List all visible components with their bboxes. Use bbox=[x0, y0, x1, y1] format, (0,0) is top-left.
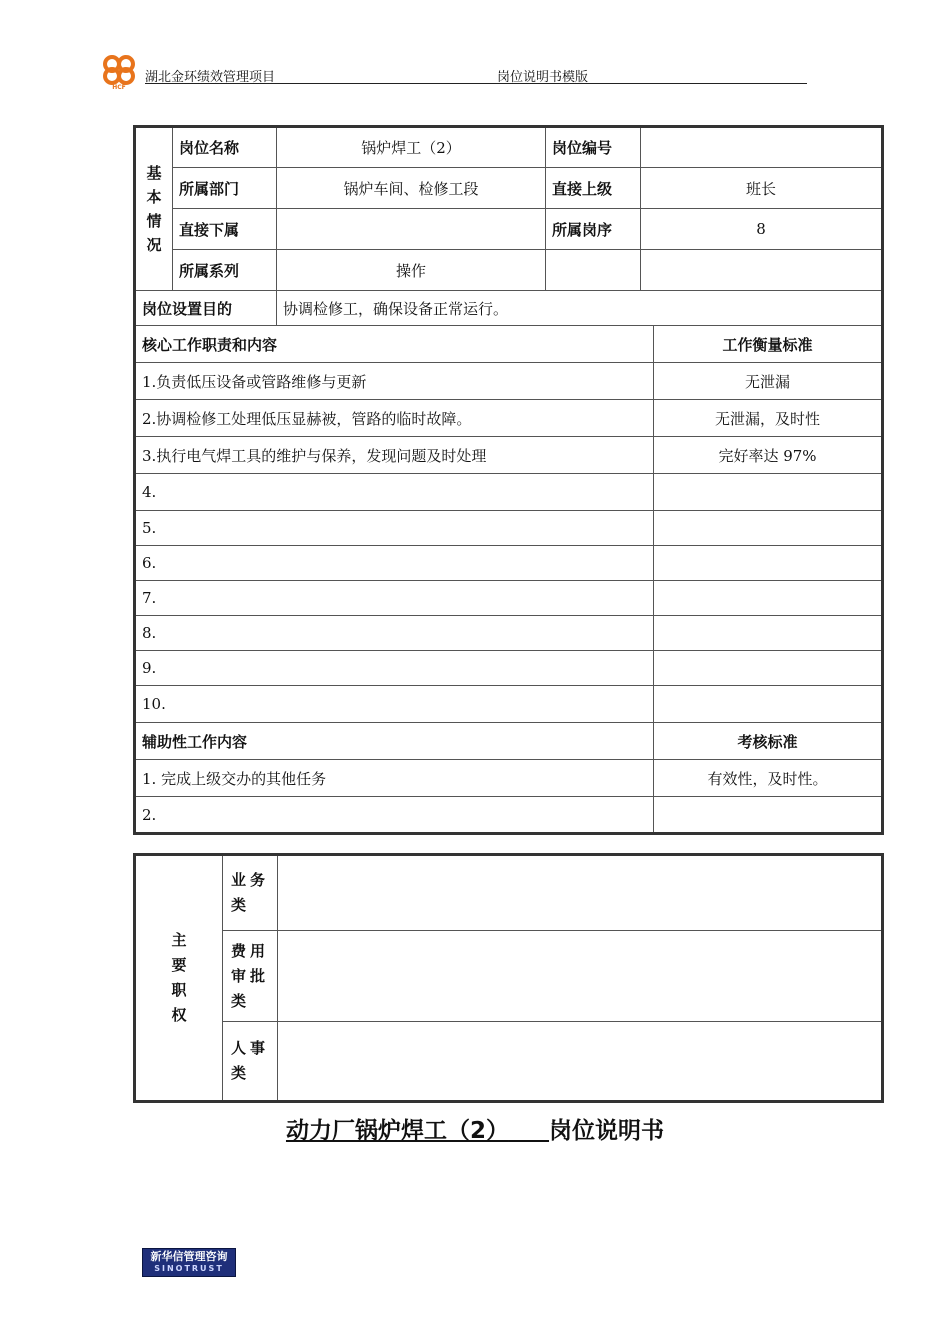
core-standard bbox=[654, 686, 883, 723]
job-description-table bbox=[133, 125, 884, 835]
purpose-row bbox=[135, 291, 883, 326]
core-standard: 完好率达 97% bbox=[654, 437, 883, 474]
core-duty: 2.协调检修工处理低压显赫被，管路的临时故障。 bbox=[135, 400, 654, 437]
core-duty: 3.执行电气焊工具的维护与保养，发现问题及时处理 bbox=[135, 437, 654, 474]
core-standard bbox=[654, 581, 883, 616]
aux-header: 辅助性工作内容 bbox=[135, 723, 654, 760]
core-duty: 9. bbox=[135, 651, 654, 686]
basic-row-3 bbox=[135, 209, 883, 250]
sequence-value: 8 bbox=[641, 209, 883, 250]
title-gap bbox=[509, 1118, 549, 1144]
basic-row-2 bbox=[135, 168, 883, 209]
core-standard bbox=[654, 511, 883, 546]
sequence-label: 所属岗序 bbox=[546, 209, 641, 250]
core-header: 核心工作职责和内容 bbox=[135, 326, 654, 363]
core-duty: 7. bbox=[135, 581, 654, 616]
sinotrust-logo bbox=[142, 1248, 236, 1277]
subordinate-value bbox=[277, 209, 546, 250]
rights-row-expense bbox=[135, 931, 883, 1022]
position-name-value: 锅炉焊工（2） bbox=[277, 127, 546, 168]
basic-section-label: 基 本 情 况 bbox=[135, 127, 173, 291]
brand-cn: 新华信管理咨询 bbox=[150, 1250, 228, 1263]
business-rights-value bbox=[278, 855, 883, 931]
table-row bbox=[135, 400, 883, 437]
position-code-value bbox=[641, 127, 883, 168]
purpose-label: 岗位设置目的 bbox=[135, 291, 277, 326]
table-row bbox=[135, 437, 883, 474]
core-standard bbox=[654, 651, 883, 686]
aux-duty: 2. bbox=[135, 797, 654, 834]
brand-en: SINOTRUST bbox=[154, 1264, 224, 1273]
core-standard-header: 工作衡量标准 bbox=[654, 326, 883, 363]
expense-rights-label: 费用审批类 bbox=[223, 931, 278, 1022]
core-duty: 8. bbox=[135, 616, 654, 651]
doc-type: 岗位说明书模版 bbox=[497, 70, 589, 85]
document-title bbox=[0, 1112, 950, 1145]
subordinate-label: 直接下属 bbox=[173, 209, 277, 250]
core-duty: 5. bbox=[135, 511, 654, 546]
superior-value: 班长 bbox=[641, 168, 883, 209]
rights-row-business bbox=[135, 855, 883, 931]
aux-standard-header: 考核标准 bbox=[654, 723, 883, 760]
table-row bbox=[135, 546, 883, 581]
series-label: 所属系列 bbox=[173, 250, 277, 291]
aux-standard: 有效性，及时性。 bbox=[654, 760, 883, 797]
table-row bbox=[135, 651, 883, 686]
series-value: 操作 bbox=[277, 250, 546, 291]
table-row bbox=[135, 797, 883, 834]
core-duty: 10. bbox=[135, 686, 654, 723]
table-row bbox=[135, 581, 883, 616]
core-standard bbox=[654, 546, 883, 581]
hcf-logo-icon bbox=[100, 52, 138, 90]
business-rights-label: 业务类 bbox=[223, 855, 278, 931]
core-duty: 6. bbox=[135, 546, 654, 581]
department-value: 锅炉车间、检修工段 bbox=[277, 168, 546, 209]
aux-standard bbox=[654, 797, 883, 834]
table-row bbox=[135, 760, 883, 797]
table-row bbox=[135, 616, 883, 651]
header-rule bbox=[145, 83, 807, 84]
position-name-label: 岗位名称 bbox=[173, 127, 277, 168]
table-row bbox=[135, 511, 883, 546]
empty-cell bbox=[546, 250, 641, 291]
core-header-row bbox=[135, 326, 883, 363]
personnel-rights-value bbox=[278, 1022, 883, 1102]
table-row bbox=[135, 474, 883, 511]
personnel-rights-label: 人事类 bbox=[223, 1022, 278, 1102]
core-standard bbox=[654, 616, 883, 651]
rights-table bbox=[133, 853, 884, 1103]
basic-row-4 bbox=[135, 250, 883, 291]
position-code-label: 岗位编号 bbox=[546, 127, 641, 168]
aux-header-row bbox=[135, 723, 883, 760]
core-standard: 无泄漏 bbox=[654, 363, 883, 400]
rights-section-label: 主 要 职 权 bbox=[135, 855, 223, 1102]
title-suffix: 岗位说明书 bbox=[549, 1118, 665, 1144]
table-row bbox=[135, 686, 883, 723]
core-standard: 无泄漏，及时性 bbox=[654, 400, 883, 437]
expense-rights-value bbox=[278, 931, 883, 1022]
basic-row-1 bbox=[135, 127, 883, 168]
rights-row-personnel bbox=[135, 1022, 883, 1102]
logo-text: HCF bbox=[112, 84, 126, 90]
empty-cell bbox=[641, 250, 883, 291]
purpose-text: 协调检修工，确保设备正常运行。 bbox=[277, 291, 883, 326]
table-row bbox=[135, 363, 883, 400]
company-name: 湖北金环绩效管理项目 bbox=[145, 70, 276, 85]
superior-label: 直接上级 bbox=[546, 168, 641, 209]
core-duty: 4. bbox=[135, 474, 654, 511]
core-standard bbox=[654, 474, 883, 511]
title-main: 动力厂锅炉焊工（2） bbox=[285, 1118, 509, 1144]
page-header bbox=[0, 0, 950, 100]
department-label: 所属部门 bbox=[173, 168, 277, 209]
core-duty: 1.负责低压设备或管路维修与更新 bbox=[135, 363, 654, 400]
aux-duty: 1. 完成上级交办的其他任务 bbox=[135, 760, 654, 797]
